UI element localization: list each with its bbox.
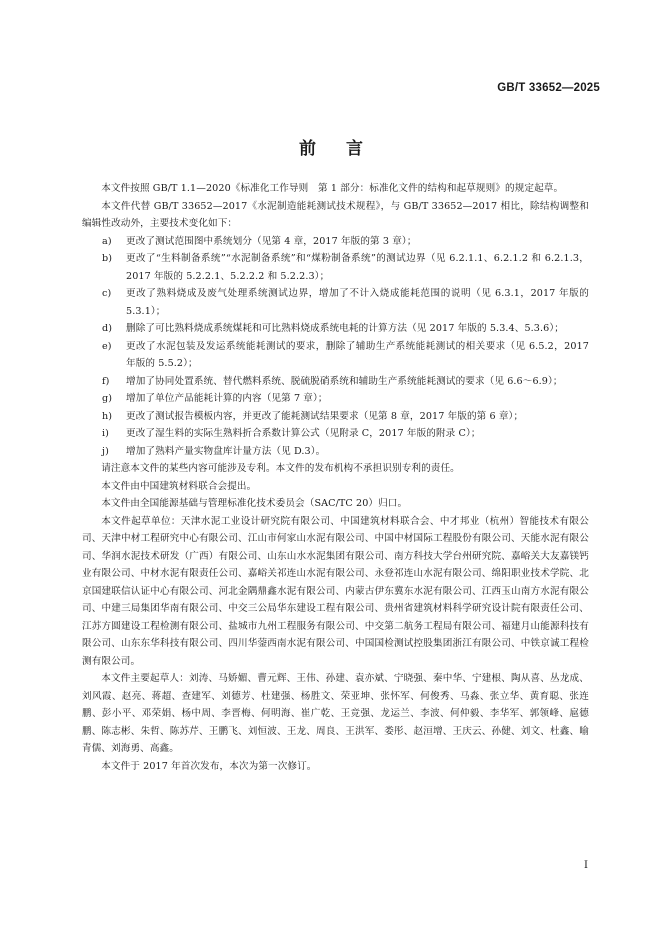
paragraph-proposer: 本文件由中国建筑材料联合会提出。 — [101, 480, 257, 492]
list-item-label: f) — [102, 375, 110, 387]
paragraph-replacement-note: 本文件代替 GB/T 33652—2017《水泥制造能耗测试技术规程》，与 GB/T 33652—2017 相比，除结构调整和编辑性改动外，主要技术变化如下： — [82, 200, 589, 229]
list-item-text: 增加了单位产品能耗计算的内容（见第 7 章）； — [126, 393, 328, 404]
paragraph-drafters: 本文件主要起草人：刘涛、马娇媚、曹元辉、王伟、孙建、袁亦斌、宁晓强、秦中华、宁建根、陶从喜、丛龙成、刘风霞、赵亮、蒋超、查建军、刘德芳、杜建强、杨胜文、荣亚坤、张怀军、何俊秀、马淼、张立华、黄育聪、张连鹏、彭小平、邓荣娟、杨中周、李晋梅、何明海、崔广乾、王竞强、龙运兰、李波、何仲毅、李华军、郭领峰、扈德鹏、陈志彬、朱哲、陈苏芹、王鹏飞、刘恒波、王龙、周良、王洪军、娄彤、赵洹增、王庆云、孙健、刘文、杜鑫、喻青儒、刘海勇、高鑫。 — [82, 673, 589, 754]
list-item — [82, 250, 589, 285]
list-item-label: i) — [102, 428, 110, 439]
list-item-label: h) — [102, 410, 113, 422]
list-item — [82, 338, 589, 373]
list-item — [82, 408, 589, 426]
list-item — [82, 320, 589, 338]
list-item-label: c) — [102, 288, 112, 299]
list-item-label: a) — [102, 235, 112, 247]
list-item-text: 增加了熟料产量实物盘库计量方法（见 D.3）。 — [126, 445, 326, 457]
list-item — [82, 443, 589, 461]
changes-list — [82, 233, 589, 461]
paragraph-drafting-units: 本文件起草单位：天津水泥工业设计研究院有限公司、中国建筑材料联合会、中才邦业（杭州）智能技术有限公司、天津中材工程研究中心有限公司、江山市何家山水泥有限公司、中国中材国际工程股份有限公司、天能水泥有限公司、华润水泥技术研发（广西）有限公司、山东山水水泥集团有限公司、南方科技大学台州研究院、嘉峪关大友嘉镁钙业有限公司、中材水泥有限责任公司、嘉峪关祁连山水泥有限公司、永登祁连山水泥有限公司、绵阳职业技术学院、北京国建联信认证中心有限公司、河北金隅鼎鑫水泥有限公司、内蒙古伊东冀东水泥有限公司、江西玉山南方水泥有限公司、中建三局集团华南有限公司、中交三公局华东建设工程有限公司、贵州省建筑材料科学研究设计院有限责任公司、江苏方圆建设工程检测有限公司、盐城市九州工程服务有限公司、中交第二航务工程局有限公司、福建月山能源科技有限公司、山东东华科技有限公司、四川华蓥西南水泥有限公司、中国国检测试控股集团浙江有限公司、中铁京诚工程检测有限公司。 — [82, 515, 589, 667]
paragraph-drafting-rules: 本文件按照 GB/T 1.1—2020《标准化工作导则 第 1 部分：标准化文件的结构和起草规则》的规定起草。 — [101, 183, 564, 194]
document-body — [82, 180, 589, 775]
list-item-text: 删除了可比熟料烧成系统煤耗和可比熟料烧成系统电耗的计算方法（见 2017 年版的 5.3.4、5.3.6）； — [126, 323, 564, 334]
paragraph-committee: 本文件由全国能源基础与管理标准化技术委员会（SAC/TC 20）归口。 — [101, 498, 408, 509]
list-item-label: g) — [102, 393, 113, 404]
page-title: 前言 — [299, 139, 393, 159]
list-item — [82, 373, 589, 391]
list-item — [82, 233, 589, 251]
list-item-label: e) — [102, 340, 112, 352]
list-item-label: d) — [102, 323, 113, 334]
list-item-text: 更改了湿生料的实际生熟料折合系数计算公式（见附录 C，2017 年版的附录 C）； — [126, 428, 481, 439]
list-item-text: 更改了“生料制备系统”“水泥制备系统”和“煤粉制备系统”的测试边界（见 6.2.1.1、6.2.1.2 和 6.2.1.3，2017 年版的 5.2.2.1、5.2.2.2 和 5.2.2.3）； — [126, 253, 589, 282]
list-item — [82, 285, 589, 320]
list-item-label: j) — [102, 445, 109, 457]
list-item-text: 增加了协同处置系统、替代燃料系统、脱硫脱硝系统和辅助生产系统能耗测试的要求（见 6.6～6.9）； — [126, 375, 563, 387]
list-item-text: 更改了熟料烧成及废气处理系统测试边界，增加了不计入烧成能耗范围的说明（见 6.3.1，2017 年版的 5.3.1）； — [126, 288, 589, 317]
list-item-text: 更改了水泥包装及发运系统能耗测试的要求，删除了辅助生产系统能耗测试的相关要求（见 6.5.2，2017 年版的 5.5.2）； — [126, 340, 589, 369]
paragraph-patent-note: 请注意本文件的某些内容可能涉及专利。本文件的发布机构不承担识别专利的责任。 — [101, 463, 460, 474]
page-number: I — [584, 860, 588, 871]
list-item-text: 更改了测试报告模板内容，并更改了能耗测试结果要求（见第 8 章，2017 年版的第 6 章）； — [126, 410, 524, 422]
standard-number: GB/T 33652—2025 — [497, 82, 600, 94]
list-item-label: b) — [102, 253, 113, 264]
paragraph-publication-history: 本文件于 2017 年首次发布，本次为第一次修订。 — [101, 760, 317, 772]
list-item — [82, 425, 589, 443]
list-item — [82, 390, 589, 408]
list-item-text: 更改了测试范围图中系统划分（见第 4 章，2017 年版的第 3 章）； — [126, 235, 417, 247]
